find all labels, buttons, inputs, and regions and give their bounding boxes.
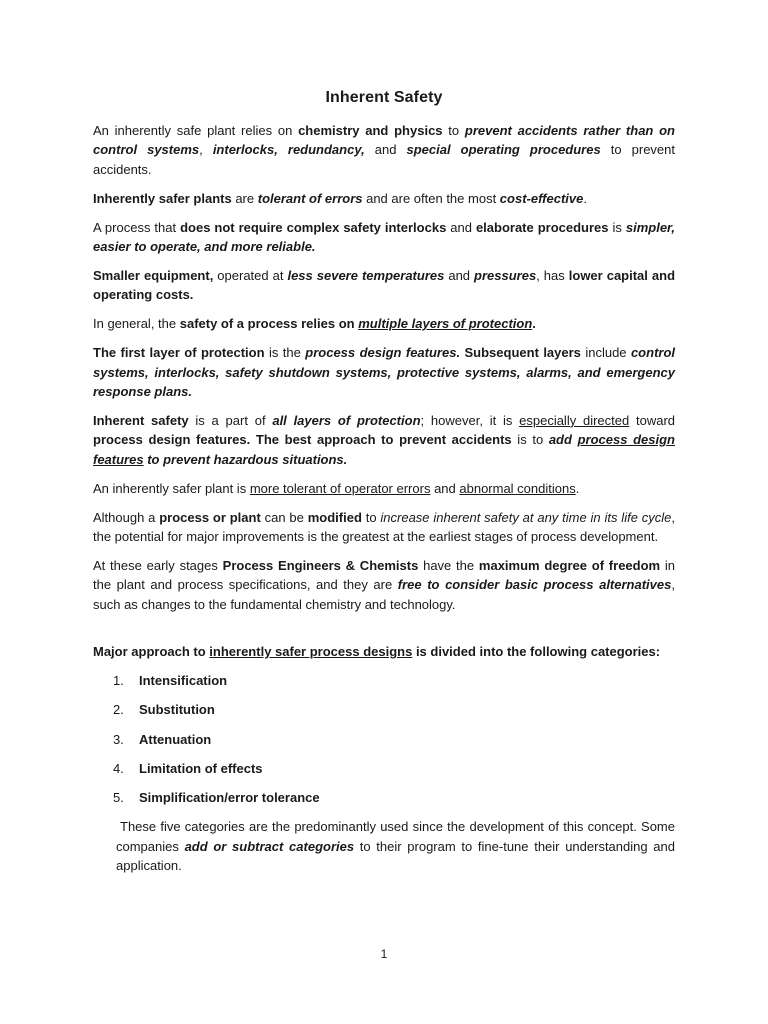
text: and are often the most — [362, 190, 500, 206]
text: An inherently safe plant relies on — [93, 123, 299, 138]
text: . — [575, 480, 580, 496]
text: prevent accidents rather than on control systems — [93, 123, 675, 158]
list-label: Substitution — [139, 702, 215, 718]
paragraph-inherent-safety — [93, 411, 675, 469]
list-number: 1. — [113, 672, 124, 688]
paragraph-major-approach — [93, 642, 675, 661]
text: process design features. The best approach to prevent accidents — [93, 432, 512, 448]
text: process design features. — [305, 345, 461, 361]
text: and — [446, 219, 476, 235]
list-label: Limitation of effects — [139, 760, 263, 776]
text: can be — [260, 509, 308, 525]
paragraph-closing — [116, 817, 675, 875]
text: add or subtract categories — [184, 838, 355, 854]
text: These five categories are the predominantly used since the development of this concept. Some companies — [116, 819, 675, 854]
paragraph-layers — [93, 314, 675, 333]
paragraph-tolerant — [93, 189, 675, 208]
text: to — [442, 123, 465, 138]
list-number: 3. — [113, 731, 124, 747]
text: chemistry and physics — [298, 123, 443, 138]
text: lower capital and operating costs. — [93, 267, 676, 303]
text: is the — [264, 345, 306, 361]
text: have the — [418, 557, 479, 573]
text: inherently safer process designs — [209, 644, 413, 660]
text: all layers of protection — [272, 412, 421, 428]
text: interlocks, redundancy, — [212, 142, 365, 158]
list-item — [93, 730, 675, 749]
text: simpler, easier to operate, and more reliable. — [93, 219, 675, 255]
text: to prevent hazardous situations. — [143, 451, 348, 467]
text: Subsequent layers — [460, 345, 581, 361]
text: operated at — [213, 267, 288, 283]
text: special operating procedures — [406, 142, 601, 158]
list-number: 5. — [113, 790, 124, 806]
text: Although a — [93, 509, 160, 525]
text: The first layer of protection — [93, 345, 265, 361]
text: Smaller equipment, — [93, 267, 214, 283]
text: free to consider basic process alternatives — [397, 577, 672, 593]
list-number: 4. — [113, 760, 124, 776]
text: process design features — [93, 432, 675, 467]
text: does not require complex safety interlocks — [180, 219, 447, 235]
categories-list — [93, 671, 675, 808]
text: add — [548, 432, 578, 448]
text: and — [364, 142, 407, 158]
text: is to — [511, 432, 549, 448]
list-item — [93, 759, 675, 778]
text: multiple layers of protection — [358, 316, 533, 332]
text: cost-effective — [499, 190, 584, 206]
paragraph-early-stages — [93, 556, 675, 614]
text: Process Engineers & Chemists — [222, 557, 419, 573]
text: more tolerant of operator errors — [249, 480, 431, 496]
list-label: Attenuation — [139, 731, 212, 747]
text: , the potential for major improvements is the greatest at the earliest stages of process development. — [93, 509, 675, 544]
paragraph-simpler — [93, 218, 675, 257]
text: In general, the — [93, 316, 180, 332]
text: process or plant — [159, 509, 261, 525]
text: , — [199, 142, 213, 158]
document-body — [93, 121, 675, 885]
text: are — [231, 190, 258, 206]
text: control systems, interlocks, safety shutdown systems, protective systems, alarms, and emergency response plans. — [93, 345, 676, 399]
text: maximum degree of freedom — [478, 557, 661, 573]
page-title: Inherent Safety — [325, 89, 443, 106]
text: is — [608, 219, 626, 235]
text: modified — [307, 509, 362, 525]
text: , such as changes to the fundamental chemistry and technology. — [93, 577, 675, 612]
paragraph-life-cycle — [93, 508, 675, 547]
text: and — [444, 267, 475, 283]
list-item — [93, 788, 675, 807]
paragraph-smaller-equipment — [93, 266, 675, 305]
text: elaborate procedures — [475, 219, 609, 235]
text: especially directed — [519, 412, 630, 428]
text: increase inherent safety at any time in its life cycle — [380, 509, 672, 525]
list-item — [93, 671, 675, 690]
text: Major approach to — [93, 644, 210, 660]
text: is divided into the following categories: — [412, 644, 661, 660]
text: toward — [629, 412, 676, 428]
text: tolerant of errors — [257, 190, 363, 206]
text: include — [580, 345, 631, 361]
text: and — [430, 480, 460, 496]
text: less severe temperatures — [287, 267, 445, 283]
paragraph-first-layer — [93, 343, 675, 401]
list-label: Simplification/error tolerance — [139, 790, 320, 806]
text: An inherently safer plant is — [93, 480, 250, 496]
text: . — [583, 190, 587, 206]
list-label: Intensification — [139, 672, 228, 688]
text: . — [532, 316, 536, 332]
page-number: 1 — [380, 947, 388, 961]
text: A process that — [93, 219, 181, 235]
text: to prevent accidents. — [93, 142, 675, 177]
text: pressures — [474, 267, 537, 283]
list-number: 2. — [113, 702, 124, 718]
paragraph-definition — [93, 121, 675, 179]
text: safety of a process relies on — [179, 316, 359, 332]
text: in the plant and process specifications, and they are — [93, 557, 675, 593]
text: , has — [536, 267, 569, 283]
text: to their program to fine-tune their understanding and application. — [116, 838, 675, 874]
list-item — [93, 700, 675, 719]
paragraph-tolerant-plant — [93, 479, 675, 498]
text: At these early stages — [93, 557, 223, 573]
text: to — [361, 509, 381, 525]
text: Inherently safer plants — [93, 190, 232, 206]
text: Inherent safety — [93, 412, 189, 428]
text: abnormal conditions — [459, 480, 576, 496]
text: ; however, it is — [420, 412, 520, 428]
text: is a part of — [188, 412, 273, 428]
